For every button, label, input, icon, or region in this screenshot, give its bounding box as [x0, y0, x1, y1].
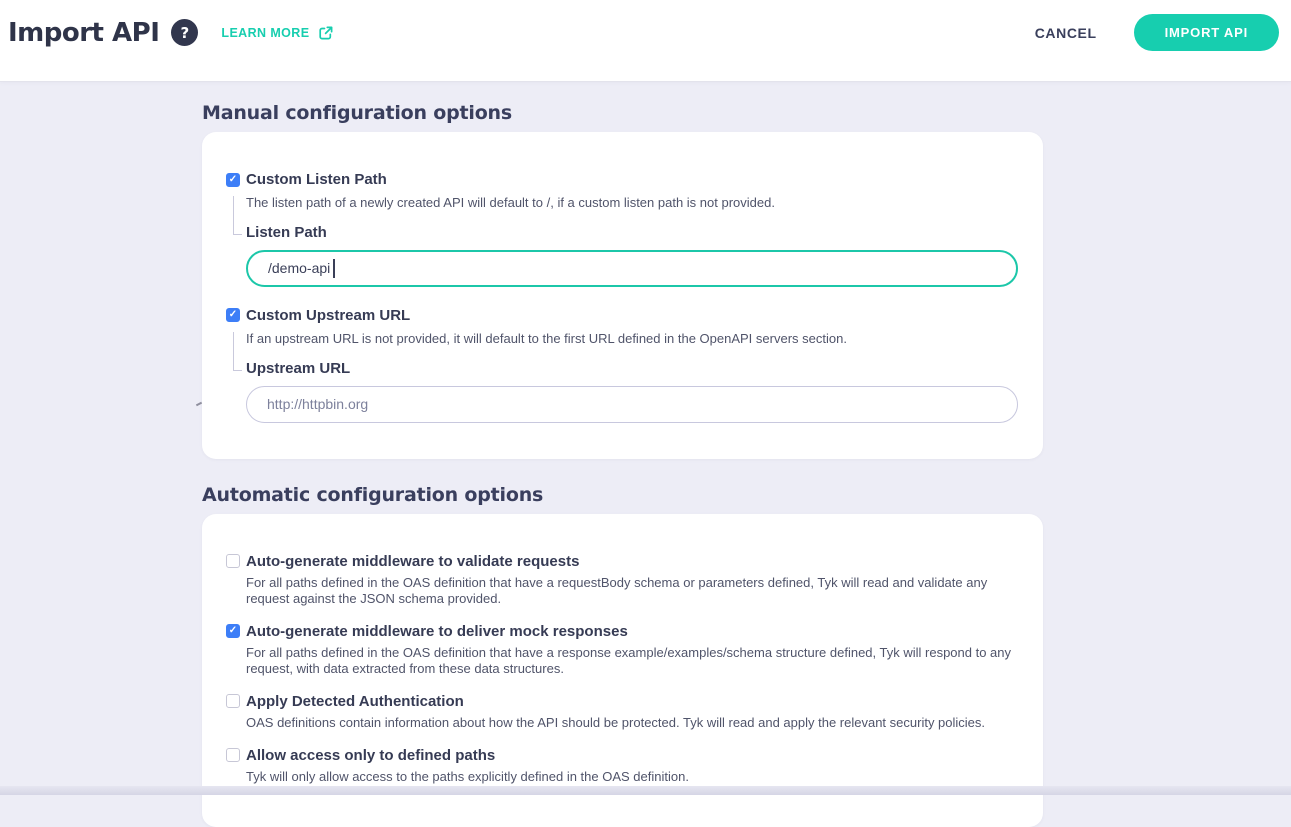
listen-path-input-wrap: [246, 250, 1018, 287]
option-apply-authentication: [226, 693, 1018, 731]
checkbox-label[interactable]: Allow access only to defined paths: [246, 746, 496, 764]
cancel-button[interactable]: CANCEL: [1034, 24, 1097, 41]
import-api-button[interactable]: IMPORT API: [1134, 14, 1279, 51]
validate-requests-checkbox[interactable]: [226, 554, 240, 568]
checkbox-label[interactable]: Auto-generate middleware to validate requests: [246, 552, 580, 570]
check-icon: ✓: [228, 173, 238, 185]
question-mark-glyph: ?: [180, 23, 190, 42]
option-description: For all paths defined in the OAS definition that have a response example/examples/schema structure defined, Tyk will respond to any request, with data extracted from these data structures.: [246, 644, 1012, 676]
custom-listen-path-checkbox[interactable]: [226, 173, 240, 187]
defined-paths-checkbox-row[interactable]: [226, 747, 1018, 764]
top-toolbar: [0, 0, 1291, 81]
connector-line: [233, 332, 242, 371]
listen-path-input[interactable]: [246, 250, 1018, 287]
defined-paths-checkbox[interactable]: [226, 748, 240, 762]
manual-section-heading: Manual configuration options: [202, 102, 512, 124]
checkbox-label[interactable]: Custom Upstream URL: [246, 306, 411, 324]
manual-configuration-card: [202, 132, 1043, 459]
mock-responses-checkbox[interactable]: [226, 624, 240, 638]
checkbox-label[interactable]: Apply Detected Authentication: [246, 692, 464, 710]
text-caret: [333, 259, 335, 278]
automatic-configuration-card: [202, 514, 1043, 827]
bottom-edge-strip: [0, 786, 1291, 795]
learn-more-link[interactable]: [221, 25, 334, 41]
option-validate-requests: [226, 553, 1018, 607]
upstream-url-input[interactable]: [246, 386, 1018, 423]
main-content: [202, 102, 1043, 827]
help-icon[interactable]: [171, 19, 198, 46]
upstream-url-input-wrap: [246, 386, 1018, 423]
listen-path-label: Listen Path: [246, 223, 327, 241]
automatic-section-heading: Automatic configuration options: [202, 483, 544, 506]
upstream-url-label: Upstream URL: [246, 359, 351, 377]
custom-listen-path-field: [226, 171, 1018, 287]
page-title: Import API: [8, 17, 160, 48]
validate-requests-checkbox-row[interactable]: [226, 553, 1018, 570]
apply-authentication-checkbox-row[interactable]: [226, 693, 1018, 710]
custom-upstream-url-field: [226, 307, 1018, 423]
custom-upstream-url-checkbox[interactable]: [226, 308, 240, 322]
upstream-url-subsection: [233, 331, 1018, 423]
check-icon: ✓: [228, 309, 238, 321]
connector-line: [233, 196, 242, 235]
listen-path-subsection: [233, 195, 1018, 287]
field-description: If an upstream URL is not provided, it will default to the first URL defined in the OpenAPI servers section.: [246, 330, 847, 346]
option-description: For all paths defined in the OAS definition that have a requestBody schema or parameters defined, Tyk will read and validate any request against the JSON schema provided.: [246, 574, 988, 606]
apply-authentication-checkbox[interactable]: [226, 694, 240, 708]
check-icon: ✓: [228, 625, 238, 637]
external-link-icon: [318, 25, 334, 41]
option-mock-responses: [226, 623, 1018, 677]
option-description: Tyk will only allow access to the paths explicitly defined in the OAS definition.: [246, 768, 689, 784]
field-description: The listen path of a newly created API will default to /, if a custom listen path is not provided.: [246, 195, 775, 210]
checkbox-label[interactable]: Custom Listen Path: [246, 171, 387, 188]
learn-more-label: LEARN MORE: [221, 25, 310, 40]
custom-listen-path-checkbox-row[interactable]: [226, 171, 1018, 188]
mock-responses-checkbox-row[interactable]: [226, 623, 1018, 640]
checkbox-label[interactable]: Auto-generate middleware to deliver mock responses: [246, 622, 628, 640]
custom-upstream-url-checkbox-row[interactable]: [226, 307, 1018, 324]
option-defined-paths-only: [226, 747, 1018, 785]
option-description: OAS definitions contain information about how the API should be protected. Tyk will read and apply the relevant security policies.: [246, 714, 986, 730]
